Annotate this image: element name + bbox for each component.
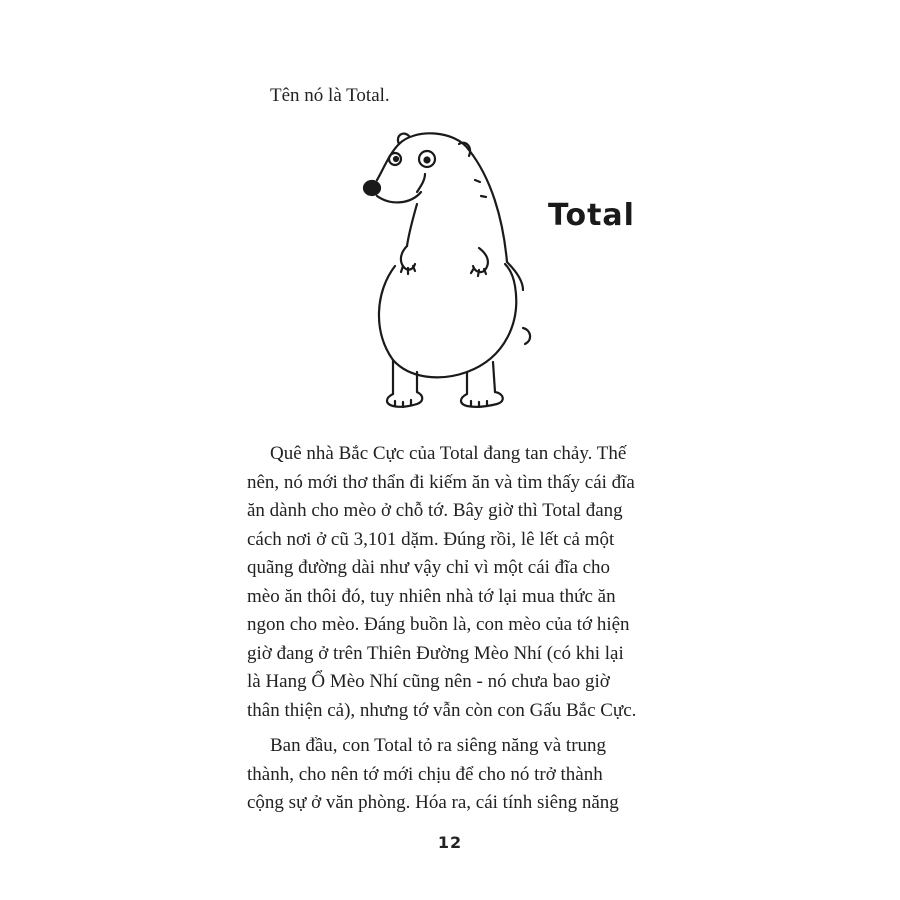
text-line: Quê nhà Bắc Cực của Total đang tan chảy. Thế xyxy=(270,443,627,464)
text-line: cách nơi ở cũ 3,101 dặm. Đúng rồi, lê lết cả một xyxy=(247,528,615,550)
text-line: mèo ăn thôi đó, tuy nhiên nhà tớ lại mua thức ăn xyxy=(247,585,616,607)
page-number: 12 xyxy=(437,833,463,852)
paragraph-2 xyxy=(247,732,667,818)
polar-bear-drawing-icon xyxy=(355,122,555,414)
body-text xyxy=(247,440,667,818)
paragraph-1 xyxy=(247,440,667,725)
text-line: cộng sự ở văn phòng. Hóa ra, cái tính siêng năng xyxy=(247,792,619,813)
text-line: giờ đang ở trên Thiên Đường Mèo Nhí (có khi lại xyxy=(247,642,624,664)
illustration-caption: Total xyxy=(548,198,635,233)
intro-line: Tên nó là Total. xyxy=(270,85,390,106)
text-line: là Hang Ổ Mèo Nhí cũng nên - nó chưa bao giờ xyxy=(247,671,610,692)
text-line: nên, nó mới thơ thẩn đi kiếm ăn và tìm thấy cái đĩa xyxy=(247,471,635,493)
text-line: Ban đầu, con Total tỏ ra siêng năng và trung xyxy=(270,735,607,756)
text-line: thân thiện cả), nhưng tớ vẫn còn con Gấu Bắc Cực. xyxy=(247,699,637,721)
text-line: thành, cho nên tớ mới chịu để cho nó trở thành xyxy=(247,763,603,785)
text-line: quãng đường dài như vậy chỉ vì một cái đĩa cho xyxy=(247,557,611,578)
text-line: ngon cho mèo. Đáng buồn là, con mèo của tớ hiện xyxy=(247,614,630,635)
text-line: ăn dành cho mèo ở chỗ tớ. Bây giờ thì Total đang xyxy=(247,500,623,521)
